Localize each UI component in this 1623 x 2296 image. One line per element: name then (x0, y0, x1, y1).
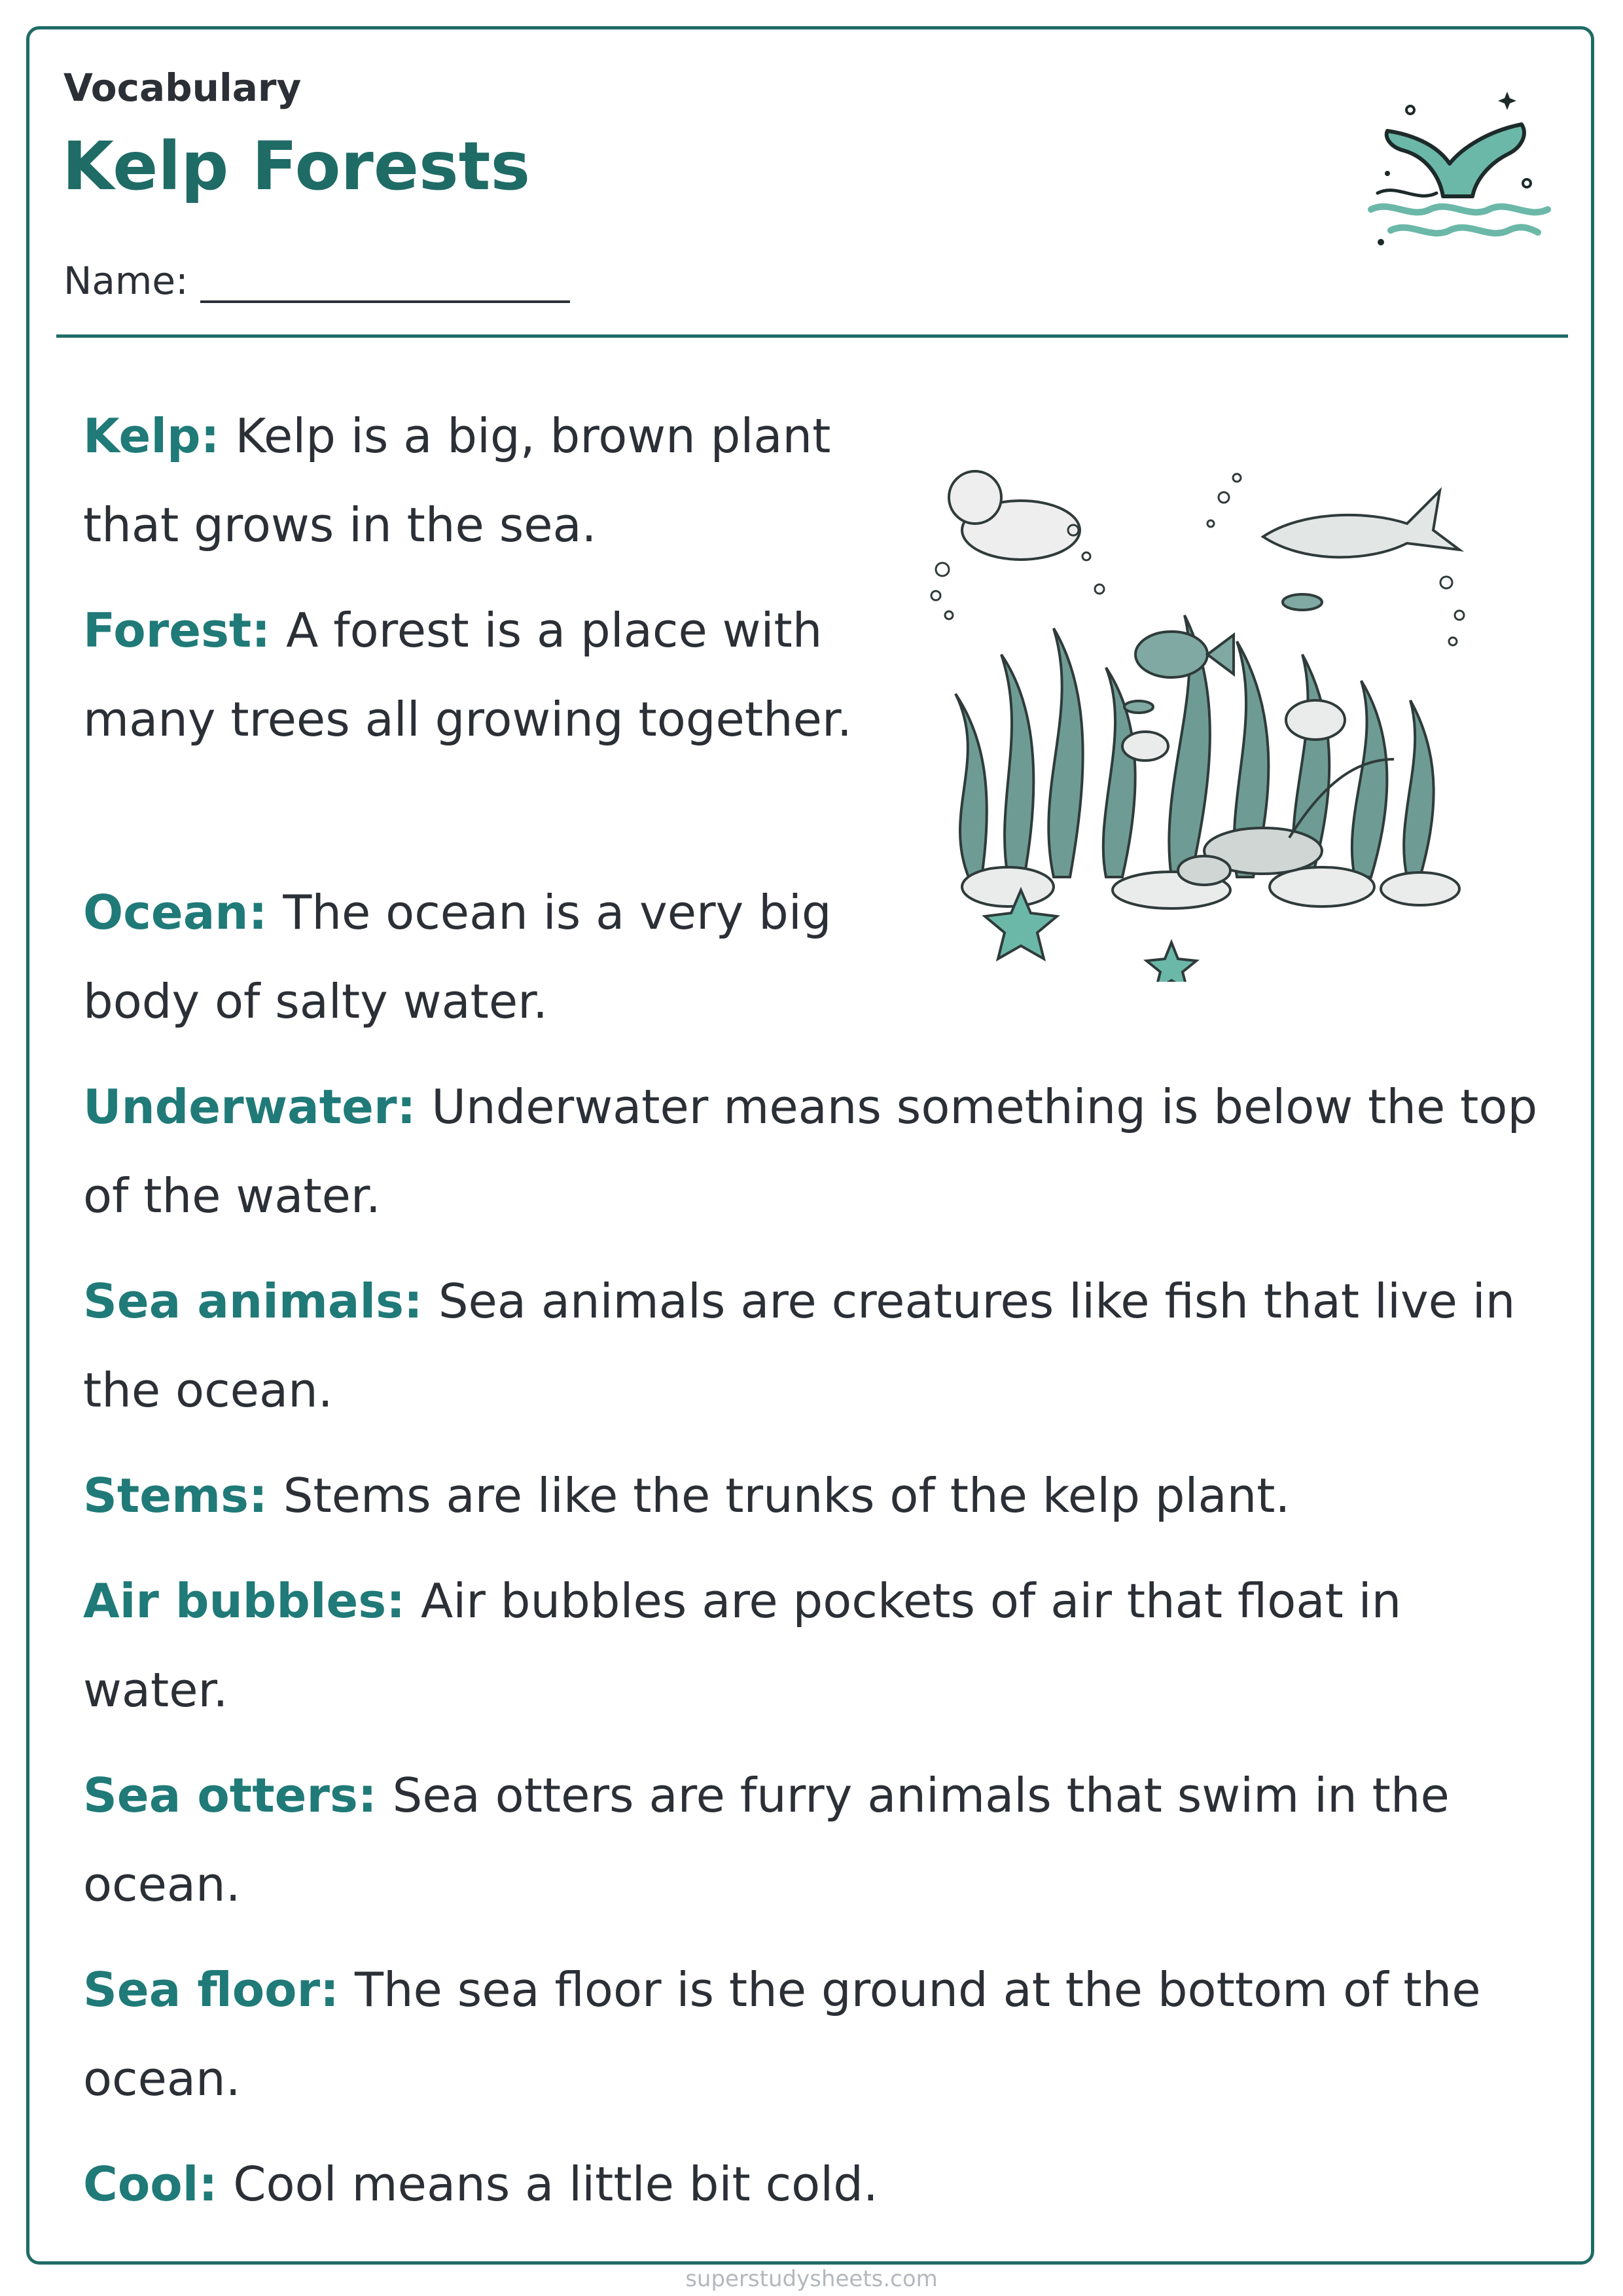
vocab-definition: Cool means a little bit cold. (233, 2157, 878, 2212)
vocab-definition: Sea otters are furry animals that swim in the ocean. (83, 1768, 1450, 1912)
name-blank-line[interactable] (200, 261, 570, 303)
vocab-term: Forest: (83, 603, 271, 658)
vocab-entry-ocean (83, 868, 888, 1046)
vocab-definition: The sea floor is the ground at the bottom of the ocean. (83, 1962, 1481, 2106)
vocab-definition: The ocean is a very big body of salty water. (83, 885, 832, 1029)
worksheet-title: Kelp Forests (62, 128, 531, 206)
name-label: Name: (63, 259, 188, 303)
vocab-entry-air-bubbles (83, 1556, 1549, 1734)
vocab-term: Air bubbles: (83, 1573, 406, 1628)
vocab-definition: Kelp is a big, brown plant that grows in the sea. (83, 408, 831, 552)
vocab-entry-stems (83, 1451, 1549, 1540)
vocab-term: Underwater: (83, 1079, 416, 1134)
vocab-entry-forest (83, 586, 888, 764)
kelp-forest-illustration (897, 419, 1499, 982)
vocab-entry-sea-animals (83, 1257, 1549, 1435)
vocab-definition: Underwater means something is below the top of the water. (83, 1079, 1538, 1223)
vocab-term: Sea otters: (83, 1768, 377, 1823)
vocab-definition: Sea animals are creatures like fish that live in the ocean. (83, 1274, 1516, 1418)
vocab-term: Ocean: (83, 885, 268, 940)
footer-website: superstudysheets.com (685, 2266, 938, 2292)
vocab-term: Cool: (83, 2157, 218, 2212)
vocab-definition: Air bubbles are pockets of air that float in water. (83, 1573, 1402, 1717)
vocab-entry-underwater (83, 1062, 1549, 1240)
name-field (63, 259, 570, 303)
vocab-term: Sea animals: (83, 1274, 423, 1329)
vocab-entry-kelp (83, 391, 888, 569)
header-divider (56, 334, 1568, 338)
vocab-entry-sea-otters (83, 1751, 1549, 1929)
whale-tail-icon (1364, 85, 1554, 249)
vocab-term: Kelp: (83, 408, 220, 463)
worksheet-subtitle: Vocabulary (63, 65, 302, 110)
vocab-entry-sea-floor (83, 1945, 1549, 2123)
vocab-term: Sea floor: (83, 1962, 339, 2017)
vocab-definition: A forest is a place with many trees all growing together. (83, 603, 852, 747)
vocab-term: Stems: (83, 1468, 268, 1523)
vocab-definition: Stems are like the trunks of the kelp plant. (283, 1468, 1291, 1523)
vocab-entry-cool (83, 2140, 1549, 2229)
